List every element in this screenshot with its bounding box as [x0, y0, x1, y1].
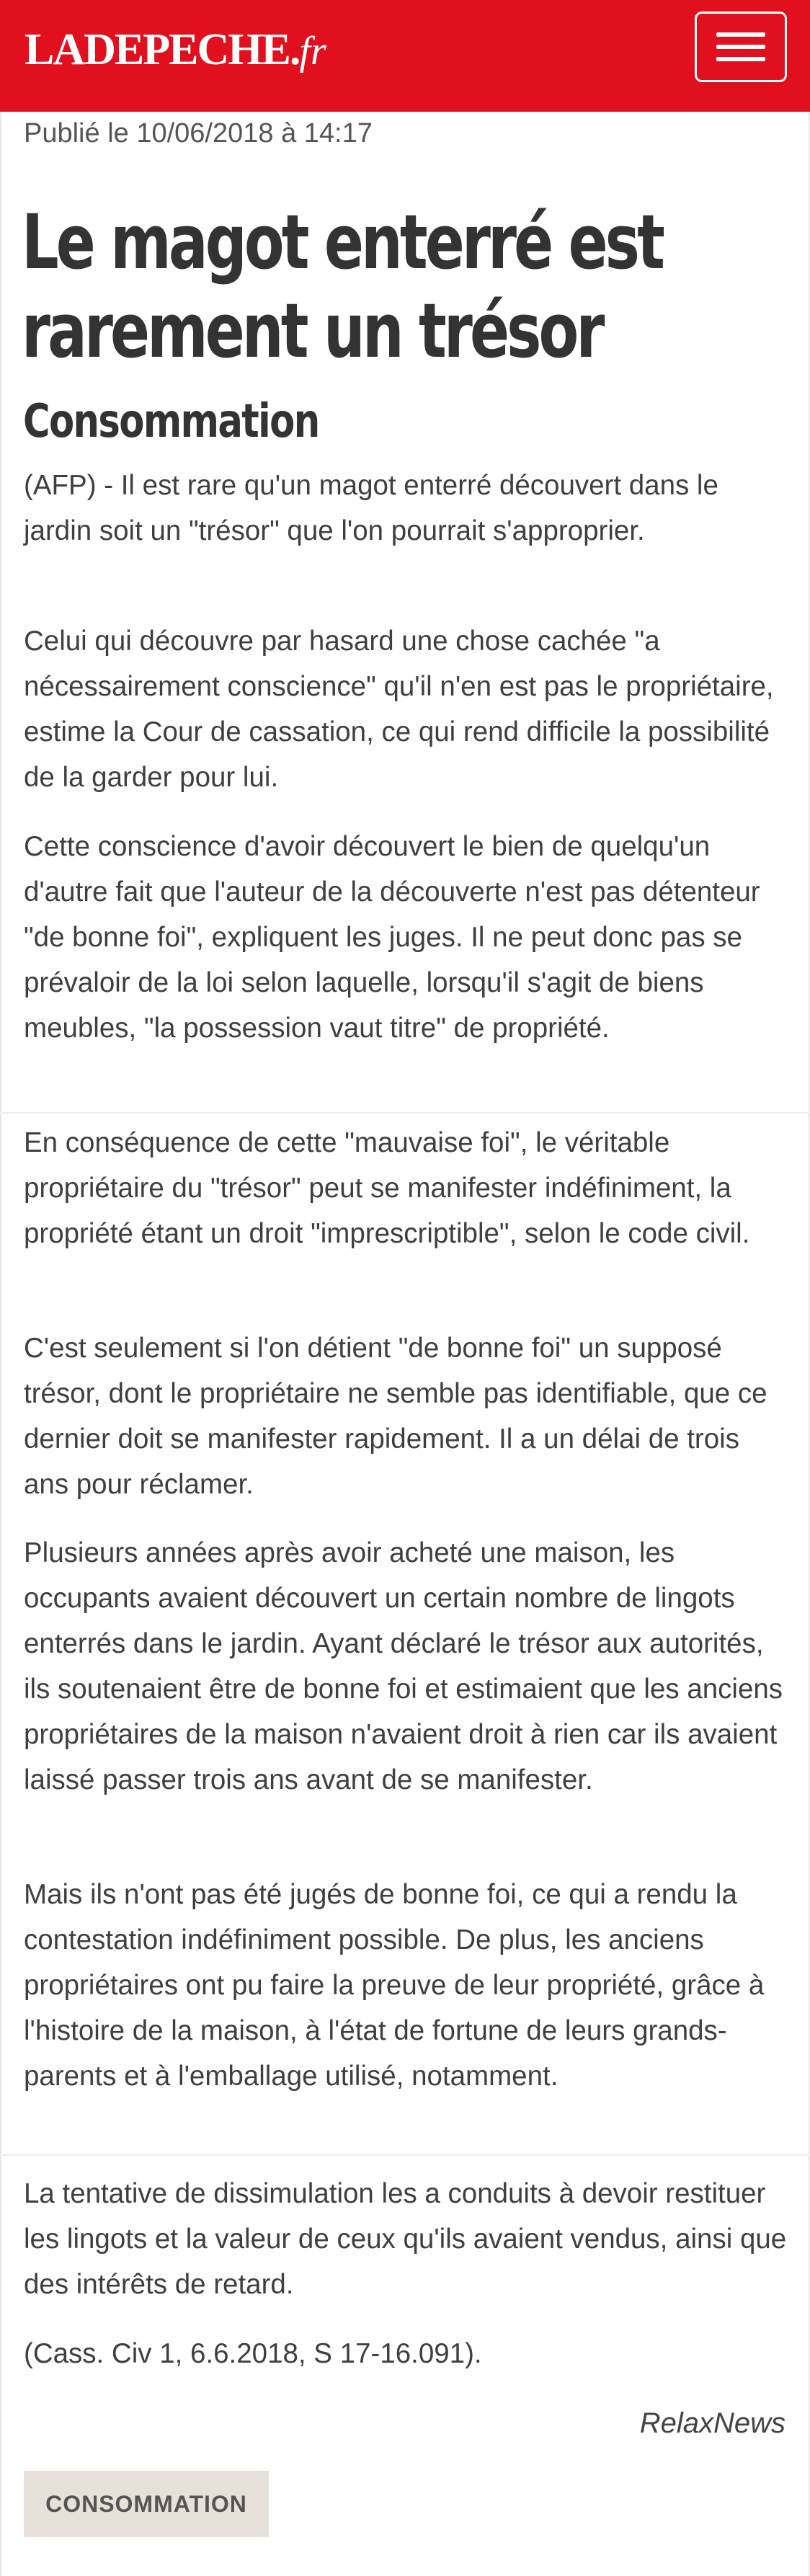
article-content: [0, 112, 810, 2576]
logo-dot: .: [289, 25, 300, 74]
publication-date: Publié le 10/06/2018 à 14:17: [24, 118, 373, 148]
article-paragraph: En conséquence de cette "mauvaise foi", le véritable propriétaire du "trésor" peut se manifester indéfiniment, la propriété étant un droit "imprescriptible", selon le code civil.: [24, 1127, 750, 1249]
article-rubric: Consommation: [23, 395, 319, 448]
article-paragraph: Cette conscience d'avoir découvert le bien de quelqu'un d'autre fait que l'auteur de la découverte n'est pas détenteur "de bonne foi", expliquent les juges. Il ne peut donc pas se prévaloir de la loi selon laquelle, lorsqu'il s'agit de biens meubles, "la possession vaut titre" de propriété.: [24, 831, 760, 1044]
content-border-left: [0, 112, 1, 2576]
section-divider: [0, 2154, 810, 2156]
article-paragraph: Plusieurs années après avoir acheté une maison, les occupants avaient découvert un certain nombre de lingots enterrés dans le jardin. Ayant déclaré le trésor aux autorités, ils soutenaient être de bonne foi et estimaient que les anciens propriétaires de la maison n'avaient droit à rien car ils avaient laissé passer trois ans avant de se manifester.: [24, 1537, 783, 1795]
article-paragraph: C'est seulement si l'on détient "de bonne foi" un supposé trésor, dont le propriétaire ne semble pas identifiable, que ce dernier doit se manifester rapidement. Il a un délai de trois ans pour réclamer.: [24, 1333, 767, 1500]
site-logo[interactable]: [25, 27, 326, 72]
site-header: [0, 0, 810, 112]
article-paragraph: Celui qui découvre par hasard une chose cachée "a nécessairement conscience" qu'il n'en est pas le propriétaire, estime la Cour de cassation, ce qui rend difficile la possibilité de la garder pour lui.: [24, 626, 774, 793]
section-divider: [0, 1112, 810, 1114]
article-paragraph: (AFP) - Il est rare qu'un magot enterré découvert dans le jardin soit un "trésor" que l'on pourrait s'approprier.: [24, 470, 718, 546]
logo-main-text: LADEPECHE: [25, 25, 290, 74]
article-paragraph: La tentative de dissimulation les a conduits à devoir restituer les lingots et la valeur de ceux qu'ils avaient vendus, ainsi que des intérêts de retard.: [24, 2178, 787, 2300]
tag-consommation[interactable]: CONSOMMATION: [24, 2471, 269, 2537]
article-paragraph: (Cass. Civ 1, 6.6.2018, S 17-16.091).: [24, 2338, 482, 2369]
article-title: Le magot enterré est rarement un trésor: [22, 198, 662, 375]
article-paragraph: Mais ils n'ont pas été jugés de bonne foi, ce qui a rendu la contestation indéfiniment possible. De plus, les anciens propriétaires ont pu faire la preuve de leur propriété, grâce à l'histoire de la maison, à l'état de fortune de leurs grands-parents et à l'emballage utilisé, notamment.: [24, 1879, 765, 2092]
menu-button[interactable]: [695, 12, 787, 82]
logo-suffix: fr: [299, 29, 326, 74]
article-source: RelaxNews: [639, 2407, 785, 2439]
